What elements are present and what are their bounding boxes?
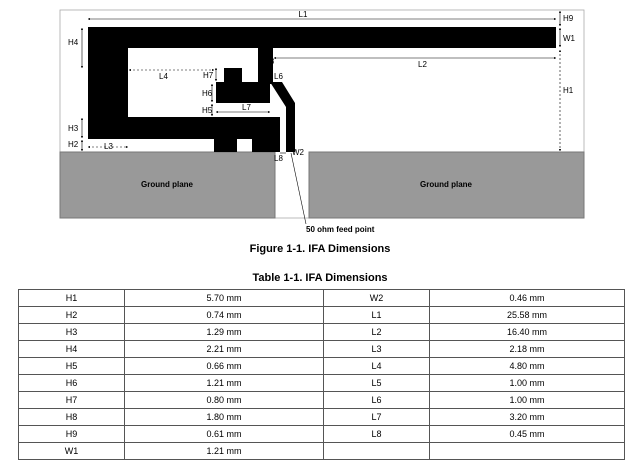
table-row [19, 409, 625, 426]
param-value: 0.61 mm [125, 426, 324, 443]
label-W1: W1 [563, 34, 575, 43]
param-name: L4 [324, 358, 430, 375]
label-H2: H2 [68, 140, 79, 149]
param-name: H6 [19, 375, 125, 392]
param-name [324, 443, 430, 460]
param-value: 0.80 mm [125, 392, 324, 409]
param-value: 1.21 mm [125, 443, 324, 460]
table-row [19, 324, 625, 341]
table-row [19, 341, 625, 358]
param-value: 2.21 mm [125, 341, 324, 358]
param-value: 2.18 mm [430, 341, 625, 358]
param-name: W1 [19, 443, 125, 460]
table-row [19, 307, 625, 324]
param-name: W2 [324, 290, 430, 307]
label-L3: L3 [104, 142, 113, 151]
ground-plane-left-label: Ground plane [141, 180, 193, 189]
param-value: 1.80 mm [125, 409, 324, 426]
figure-caption: Figure 1-1. IFA Dimensions [249, 243, 391, 255]
ground-plane-right-label: Ground plane [420, 180, 472, 189]
param-value: 0.66 mm [125, 358, 324, 375]
param-value: 4.80 mm [430, 358, 625, 375]
label-H5: H5 [202, 106, 213, 115]
param-value: 1.00 mm [430, 392, 625, 409]
label-H3: H3 [68, 124, 79, 133]
label-H1: H1 [563, 86, 574, 95]
param-value: 3.20 mm [430, 409, 625, 426]
param-name: H5 [19, 358, 125, 375]
label-L1: L1 [298, 10, 308, 19]
table-row [19, 290, 625, 307]
label-H7: H7 [203, 71, 214, 80]
label-L8: L8 [274, 154, 283, 163]
param-name: H8 [19, 409, 125, 426]
label-L4: L4 [159, 72, 168, 81]
dimensions-table [18, 289, 625, 460]
label-H9: H9 [563, 14, 574, 23]
label-L6: L6 [274, 72, 283, 81]
param-name: L3 [324, 341, 430, 358]
label-L5: L5 [224, 72, 233, 81]
param-name: L1 [324, 307, 430, 324]
param-name: L5 [324, 375, 430, 392]
param-value [430, 443, 625, 460]
param-value: 1.29 mm [125, 324, 324, 341]
table-caption: Table 1-1. IFA Dimensions [252, 272, 388, 284]
table-row [19, 358, 625, 375]
param-name: L2 [324, 324, 430, 341]
label-H6: H6 [202, 89, 213, 98]
label-L2: L2 [418, 60, 427, 69]
param-name: L6 [324, 392, 430, 409]
param-value: 0.46 mm [430, 290, 625, 307]
antenna-trace [88, 27, 556, 152]
table-row [19, 392, 625, 409]
label-L7: L7 [242, 103, 251, 112]
param-name: H9 [19, 426, 125, 443]
param-value: 0.74 mm [125, 307, 324, 324]
param-value: 25.58 mm [430, 307, 625, 324]
table-row [19, 375, 625, 392]
param-name: L7 [324, 409, 430, 426]
param-value: 0.45 mm [430, 426, 625, 443]
param-name: H4 [19, 341, 125, 358]
param-value: 16.40 mm [430, 324, 625, 341]
table-row [19, 443, 625, 460]
param-value: 1.21 mm [125, 375, 324, 392]
label-H4: H4 [68, 38, 79, 47]
feed-point-label: 50 ohm feed point [306, 225, 375, 234]
param-value: 1.00 mm [430, 375, 625, 392]
param-name: L8 [324, 426, 430, 443]
label-W2: W2 [292, 148, 304, 157]
table-row [19, 426, 625, 443]
param-name: H7 [19, 392, 125, 409]
param-name: H3 [19, 324, 125, 341]
label-H8: H8 [264, 57, 275, 66]
param-name: H1 [19, 290, 125, 307]
param-value: 5.70 mm [125, 290, 324, 307]
param-name: H2 [19, 307, 125, 324]
